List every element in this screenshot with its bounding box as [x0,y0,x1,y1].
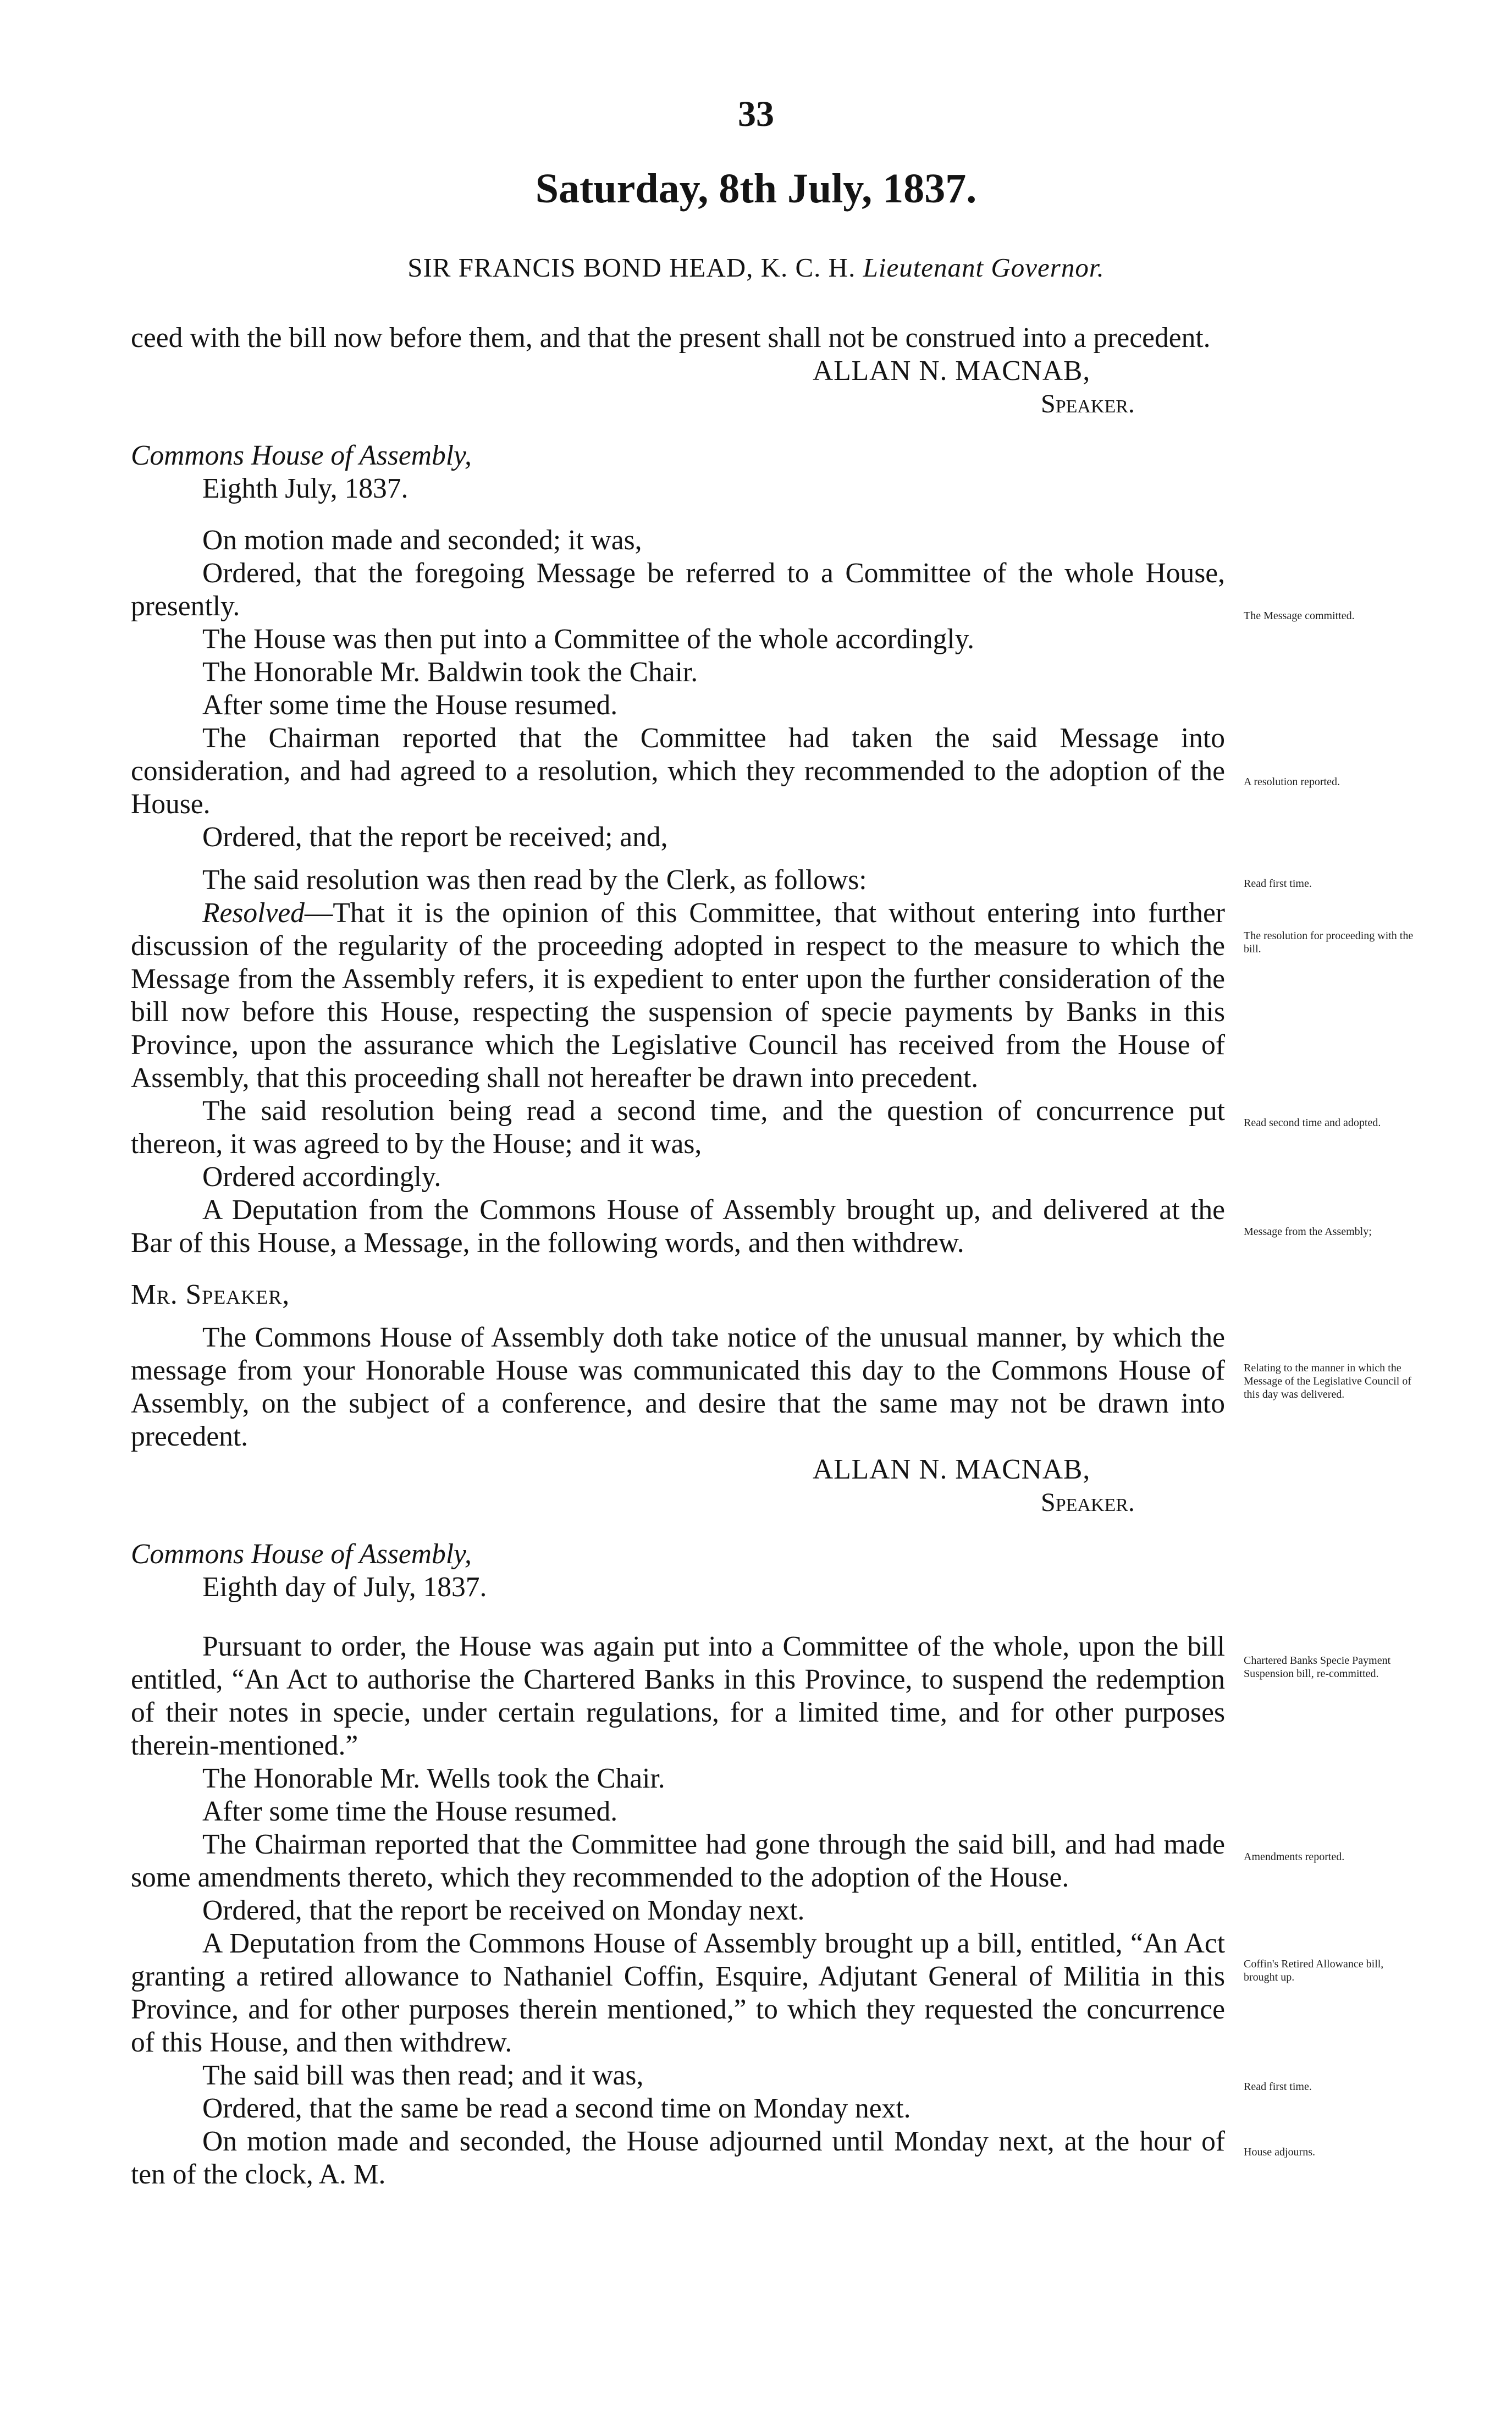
margin-note: The resolution for proceeding with the bill. [1244,930,1414,955]
paragraph: Pursuant to order, the House was again put into a Committee of the whole, upon the bill entitled, “An Act to authorise the Chartered Banks in this Province, to suspend the redemption of their notes in specie, under certain regulations, for a limited time, and for other purposes therein-mentioned.” [131,1631,1225,1761]
paragraph: After some time the House resumed. [202,690,618,721]
margin-note: Amendments reported. [1244,1851,1345,1863]
paragraph: The said bill was then read; and it was, [202,2060,644,2091]
paragraph: After some time the House resumed. [202,1796,618,1827]
signature-title: Speaker. [1041,389,1135,418]
margin-note: Relating to the manner in which the Message of the Legislative Council of this day was delivered. [1244,1362,1411,1400]
paragraph: The Chairman reported that the Committee had gone through the said bill, and had made some amendments thereto, which they recommended to the adoption of the House. [131,1829,1225,1893]
paragraph: Ordered, that the report be received; and, [202,821,668,853]
margin-note: Read first time. [1244,878,1312,890]
paragraph: Ordered accordingly. [202,1161,442,1193]
paragraph: The House was then put into a Committee of the whole accordingly. [202,624,974,655]
paragraph: Ordered, that the same be read a second time on Monday next. [202,2093,911,2124]
governor-name: SIR FRANCIS BOND HEAD, K. C. H. [407,252,856,283]
paragraph: The Commons House of Assembly doth take notice of the unusual manner, by which the message from your Honorable House was communicated this day to the Commons House of Assembly, on the subject of a conference, and desire that the same may not be drawn into precedent. [131,1322,1225,1452]
signature-date: Eighth day of July, 1837. [202,1571,487,1603]
paragraph: On motion made and seconded, the House adjourned until Monday next, at the hour of ten of the clock, A. M. [131,2126,1225,2190]
governor-title: Lieutenant Governor. [863,252,1105,283]
paragraph: The said resolution being read a second time, and the question of concurrence put thereon, it was agreed to by the House; and it was, [131,1095,1225,1160]
governor-line [0,252,1512,283]
signature-date: Eighth July, 1837. [202,473,409,504]
paragraph: The Chairman reported that the Committee had taken the said Message into consideration, and had agreed to a resolution, which they recommended to the adoption of the House. [131,723,1225,820]
paragraph: The said resolution was then read by the Clerk, as follows: [202,864,867,896]
signature-place: Commons House of Assembly, [131,440,472,471]
margin-note: A resolution reported. [1244,776,1340,788]
paragraph-resolution [131,897,1225,1095]
margin-note: House adjourns. [1244,2146,1315,2158]
signature-name: ALLAN N. MACNAB, [813,355,1091,387]
resolution-text: —That it is the opinion of this Committee, that without entering into further discussion of the regularity of the proceeding adopted in respect to the measure to which the Message from the Assembly refers, it is expedient to enter upon the further consideration of the bill now before this House, respecting the suspension of specie payments by Banks in this Province, upon the assurance which the Legislative Council has received from the House of Assembly, that this proceeding shall not hereafter be drawn into precedent. [131,897,1225,1094]
margin-note: Coffin's Retired Allowance bill, brought up. [1244,1958,1384,1983]
paragraph: A Deputation from the Commons House of Assembly brought up a bill, entitled, “An Act granting a retired allowance to Nathaniel Coffin, Esquire, Adjutant General of Militia in this Province, and for other purposes therein mentioned,” to which they requested the concurrence of this House, and then withdrew. [131,1928,1225,2058]
resolved-lead: Resolved [202,897,305,929]
signature-title: Speaker. [1041,1488,1135,1517]
margin-note: Read second time and adopted. [1244,1117,1381,1129]
signature-place: Commons House of Assembly, [131,1538,472,1570]
paragraph: The Honorable Mr. Baldwin took the Chair. [202,657,698,688]
date-heading: Saturday, 8th July, 1837. [535,166,977,212]
margin-note: Read first time. [1244,2081,1312,2093]
journal-text [131,322,1225,2191]
paragraph: On motion made and seconded; it was, [202,525,642,556]
paragraph: Ordered, that the foregoing Message be referred to a Committee of the whole House, presently. [131,558,1225,622]
margin-note: The Message committed. [1244,610,1355,622]
page-number: 33 [738,94,774,134]
paragraph: The Honorable Mr. Wells took the Chair. [202,1763,665,1794]
margin-note: Chartered Banks Specie Payment Suspension bill, re-committed. [1244,1655,1391,1680]
paragraph: A Deputation from the Commons House of Assembly brought up, and delivered at the Bar of this House, a Message, in the following words, and then withdrew. [131,1194,1225,1259]
signature-name: ALLAN N. MACNAB, [813,1454,1091,1485]
paragraph: Ordered, that the report be received on Monday next. [202,1895,805,1926]
paragraph-continuation: ceed with the bill now before them, and that the present shall not be construed into a precedent. [131,322,1211,354]
address-line: Mr. Speaker, [131,1279,290,1310]
margin-note: Message from the Assembly; [1244,1226,1372,1238]
